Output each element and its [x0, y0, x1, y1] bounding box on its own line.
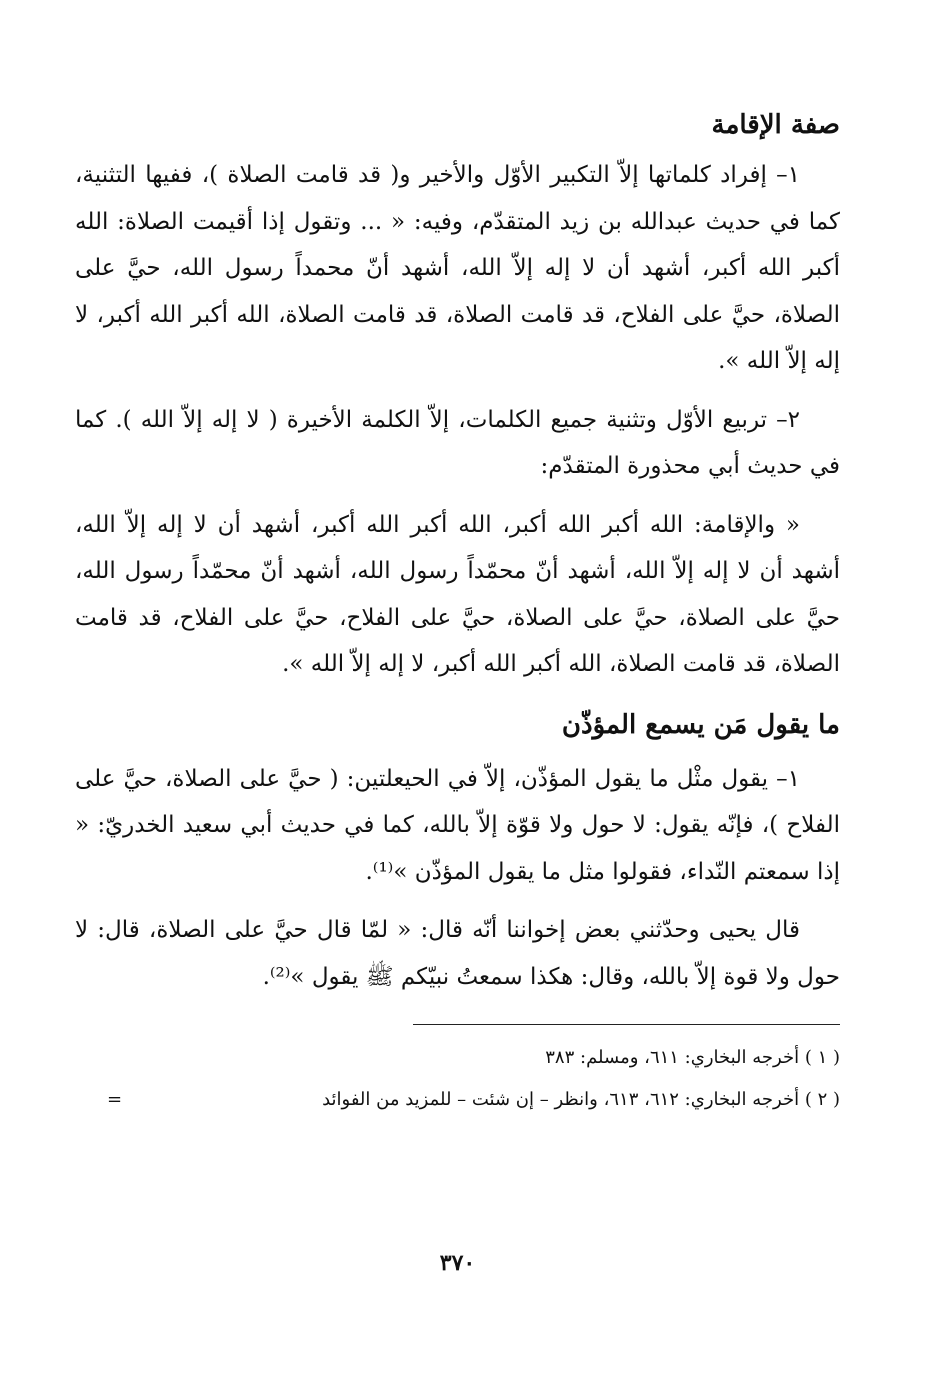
paragraph: ١– يقول مثْل ما يقول المؤذّن، إلاّ في الحيعلتين: ( حيَّ على الصلاة، حيَّ على الفلاح )، فإنّه يقول: لا حول ولا قوّة إلاّ بالله، كما في حديث أبي سعيد الخدريّ: « إذا سمعتم النّداء، فقولوا مثل ما يقول المؤذّن »⁽¹⁾. — [75, 765, 840, 885]
paragraph: ٢– تربيع الأوّل وتثنية جميع الكلمات، إلاّ الكلمة الأخيرة ( لا إله إلاّ الله ). كما في حديث أبي محذورة المتقدّم: — [75, 406, 840, 479]
page-number: ٣٧٠ — [439, 1250, 476, 1276]
section-heading-iqama: صفة الإقامة — [711, 110, 840, 140]
footnote-2-text: ( ٢ ) أخرجه البخاري: ٦١٢، ٦١٣، وانظر – إن شئت – للمزيد من الفوائد — [322, 1089, 840, 1110]
footnote-divider — [413, 1024, 840, 1025]
section-iqama-body — [75, 152, 840, 688]
footnote-continuation-mark: = — [107, 1089, 123, 1110]
footnote-1: ( ١ ) أخرجه البخاري: ٦١١، ومسلم: ٣٨٣ — [545, 1047, 840, 1068]
paragraph: ١– إفراد كلماتها إلاّ التكبير الأوّل والأخير و( قد قامت الصلاة )، ففيها التثنية، كما في حديث عبدالله بن زيد المتقدّم، وفيه: « ... وتقول إذا أقيمت الصلاة: الله أكبر الله أكبر، أشهد أن لا إله إلاّ الله، أشهد أنّ محمداً رسول الله، حيَّ على الصلاة، حيَّ على الفلاح، قد قامت الصلاة، قد قامت الصلاة، الله أكبر الله أكبر، لا إله إلاّ الله ». — [75, 162, 840, 374]
section-heading-listener: ما يقول مَن يسمع المؤذّن — [561, 709, 840, 740]
book-page — [75, 100, 840, 1360]
footnote-2 — [75, 1079, 840, 1121]
paragraph: قال يحيى وحدّثني بعض إخواننا أنّه قال: « لمّا قال حيَّ على الصلاة، قال: لا حول ولا قوة إلاّ بالله، وقال: هكذا سمعتُ نبيّكم ﷺ يقول »⁽²⁾. — [75, 917, 840, 990]
section-listener-body — [75, 756, 840, 1001]
paragraph: « والإقامة: الله أكبر الله أكبر، الله أكبر الله أكبر، أشهد أن لا إله إلاّ الله، أشهد أن لا إله إلاّ الله، أشهد أنّ محمّداً رسول الله، أشهد أنّ محمّداً رسول الله، حيَّ على الصلاة، حيَّ على الصلاة، حيَّ على الفلاح، حيَّ على الفلاح، قد قامت الصلاة، قد قامت الصلاة، الله أكبر الله أكبر، لا إله إلاّ الله ». — [75, 511, 840, 677]
